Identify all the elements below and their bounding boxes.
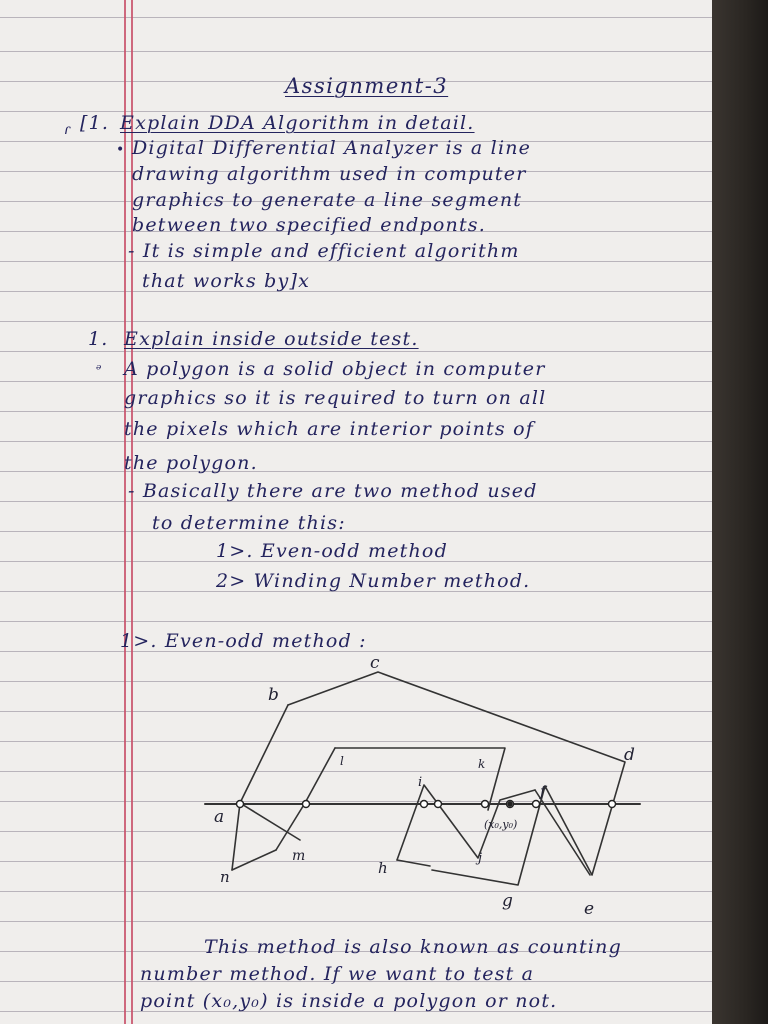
question-1-answer-line: Digital Differential Analyzer is a line <box>132 137 532 159</box>
question-2-answer-line: the polygon. <box>124 452 258 474</box>
question-1-answer-line: graphics to generate a line segment <box>132 189 523 211</box>
question-2-text: Explain inside outside test. <box>124 328 419 350</box>
question-1-prefix: [1. <box>80 112 110 134</box>
question-1-text: Explain DDA Algorithm in detail. <box>120 112 475 134</box>
question-2-answer-line: to determine this: <box>152 512 346 534</box>
vertex-label-m: m <box>292 848 306 864</box>
polygon-edge <box>535 790 590 875</box>
test-point <box>508 802 512 806</box>
vertex-label-h: h <box>378 859 388 877</box>
question-1-answer-line: between two specified endponts. <box>132 214 486 236</box>
polygon-edge <box>240 705 300 840</box>
question-1-answer-line: that works by]x <box>142 270 310 292</box>
paragraph-line: point (x₀,y₀) is inside a polygon or not. <box>140 990 558 1012</box>
method-list-item: 2> Winding Number method. <box>216 570 531 592</box>
question-1-answer-line: drawing algorithm used in computer <box>132 163 527 185</box>
vertex-label-j: j <box>478 851 483 866</box>
intersection-point <box>609 801 616 808</box>
intersection-point <box>237 801 244 808</box>
polygon-edge <box>305 748 335 803</box>
intersection-point <box>533 801 540 808</box>
intersection-point <box>435 801 442 808</box>
bullet-mark: ᵊ <box>96 362 102 378</box>
vertex-label-e: e <box>584 899 595 919</box>
bullet-mark: ɾ <box>64 122 71 138</box>
polygon-edge <box>288 672 625 885</box>
polygon-edge <box>397 860 430 866</box>
vertex-label-a: a <box>214 807 225 827</box>
intersection-point <box>303 801 310 808</box>
question-2-answer-line: the pixels which are interior points of <box>124 418 534 440</box>
polygon-edge <box>232 850 276 870</box>
question-2-number: 1. <box>88 328 109 350</box>
vertex-label-b: b <box>268 685 279 705</box>
polygon-edge <box>232 803 240 870</box>
question-2-answer-line: - Basically there are two method used <box>128 480 538 502</box>
vertex-label-l: l <box>340 754 344 768</box>
vertex-label-g: g <box>502 891 513 911</box>
polygon-edge <box>276 803 305 850</box>
vertex-label-n: n <box>220 868 230 886</box>
background-shadow <box>712 0 768 1024</box>
question-2-answer-line: graphics so it is required to turn on all <box>124 387 547 409</box>
paragraph-line: number method. If we want to test a <box>140 963 535 985</box>
method-list-item: 1>. Even-odd method <box>216 540 448 562</box>
section-heading: 1>. Even-odd method : <box>120 630 367 652</box>
vertex-label-f: f <box>540 784 546 800</box>
question-1-answer-line: - It is simple and efficient algorithm <box>128 240 520 262</box>
bullet-mark: • <box>116 142 125 158</box>
vertex-label-c: c <box>370 653 380 673</box>
intersection-point <box>482 801 489 808</box>
vertex-label-i: i <box>418 775 423 790</box>
test-point-label: (x₀,y₀) <box>484 818 518 831</box>
page-title: Assignment-3 <box>285 74 449 98</box>
intersection-point <box>421 801 428 808</box>
paragraph-line: This method is also known as counting <box>204 936 622 958</box>
vertex-label-k: k <box>478 757 486 771</box>
question-2-answer-line: A polygon is a solid object in computer <box>124 358 546 380</box>
vertex-label-d: d <box>624 745 635 765</box>
